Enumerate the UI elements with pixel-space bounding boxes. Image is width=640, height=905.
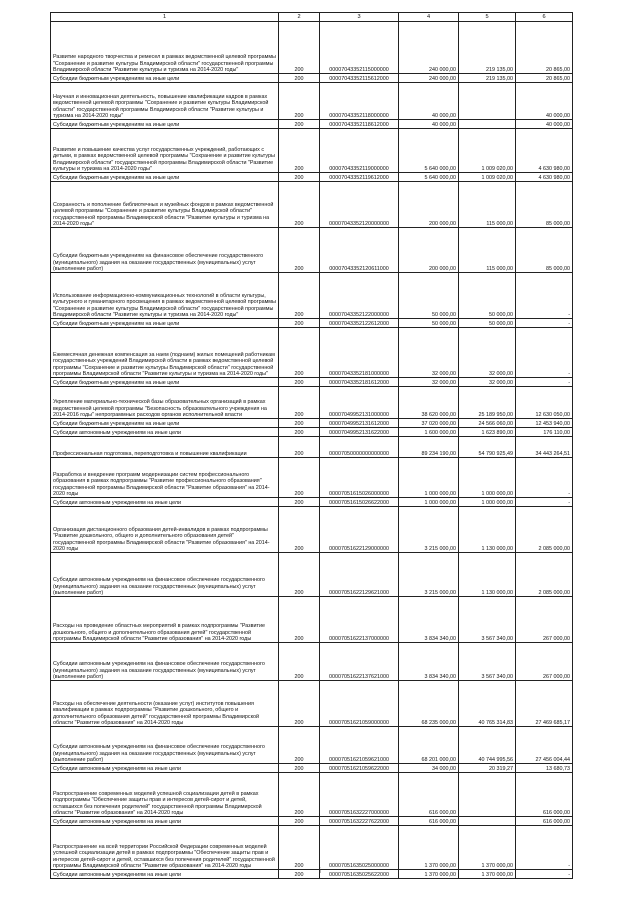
row-line-code: 200 xyxy=(279,727,320,764)
row-description: Сохранность и пополнение библиотечных и музейных фондов в рамках ведомственной целевой программы "Сохранение и развитие культуры Владимирской области" государственной программы Владимирской области "Развитие культуры и туризма на 2014-2020 годы" xyxy=(51,182,279,228)
row-approved-amount: 5 640 000,00 xyxy=(399,173,459,182)
row-executed-amount xyxy=(459,773,516,817)
row-description: Субсидии бюджетным учреждениям на иные цели xyxy=(51,120,279,129)
table-row xyxy=(51,643,573,681)
row-approved-amount: 3 834 340,00 xyxy=(399,643,459,681)
row-executed-amount xyxy=(459,120,516,129)
row-approved-amount: 50 000,00 xyxy=(399,273,459,319)
row-executed-amount: 219 135,00 xyxy=(459,74,516,83)
row-line-code: 200 xyxy=(279,681,320,727)
row-budget-code: 00007051622137621000 xyxy=(320,643,399,681)
row-description: Субсидии автономным учреждениям на финансовое обеспечение государственного (муниципального) задания на оказание государственных (муниципальных) услуг (выполнение работ) xyxy=(51,727,279,764)
row-description: Субсидии бюджетным учреждениям на иные цели xyxy=(51,419,279,428)
row-approved-amount: 240 000,00 xyxy=(399,74,459,83)
budget-execution-table xyxy=(50,12,573,879)
row-executed-amount: 40 744 995,56 xyxy=(459,727,516,764)
table-row xyxy=(51,74,573,83)
row-executed-amount: 50 000,00 xyxy=(459,273,516,319)
row-budget-code: 00007043352118612000 xyxy=(320,120,399,129)
row-description: Субсидии бюджетным учреждениям на иные цели xyxy=(51,319,279,328)
budget-table-sheet xyxy=(50,12,572,879)
page-footer-mark: i xyxy=(319,868,321,875)
table-row xyxy=(51,83,573,120)
row-line-code: 200 xyxy=(279,437,320,458)
row-approved-amount: 40 000,00 xyxy=(399,83,459,120)
row-budget-code: 00007043352181000000 xyxy=(320,328,399,378)
row-approved-amount: 68 235 000,00 xyxy=(399,681,459,727)
row-line-code: 200 xyxy=(279,319,320,328)
row-description: Распространение современных моделей успешной социализации детей в рамках подпрограммы "Обеспечение защиты прав и интересов детей-сирот и детей, оставшихся без попечения родителей" государственной программы Владимирской области "Развитие образования" на 2014-2020 годы xyxy=(51,773,279,817)
row-description: Субсидии бюджетным учреждениям на финансовое обеспечение государственного (муниципального) задания на оказание государственных (муниципальных) услуг (выполнение работ) xyxy=(51,228,279,273)
table-row xyxy=(51,22,573,74)
row-description: Субсидии бюджетным учреждениям на иные цели xyxy=(51,378,279,387)
row-description: Расходы на проведение областных мероприятий в рамках подпрограммы "Развитие дошкольного, общего и дополнительного образования детей" государственной программы Владимирской области "Развитие образования" на 2014-2020 годы xyxy=(51,597,279,643)
row-remaining-amount: 20 865,00 xyxy=(516,74,573,83)
row-executed-amount: 1 009 020,00 xyxy=(459,173,516,182)
table-row xyxy=(51,319,573,328)
row-budget-code: 00007043352119000000 xyxy=(320,129,399,173)
table-row xyxy=(51,507,573,553)
row-budget-code: 00007043352118000000 xyxy=(320,83,399,120)
row-description: Развитие народного творчества и ремесел в рамках ведомственной целевой программы "Сохранение и развитие культуры Владимирской области" государственной программы Владимирской области "Развитие культуры и туризма на 2014-2020 годы" xyxy=(51,22,279,74)
row-description: Профессиональная подготовка, переподготовка и повышение квалификации xyxy=(51,437,279,458)
row-executed-amount: 115 000,00 xyxy=(459,182,516,228)
row-executed-amount: 54 790 925,49 xyxy=(459,437,516,458)
row-remaining-amount: 616 000,00 xyxy=(516,773,573,817)
row-line-code: 200 xyxy=(279,498,320,507)
row-line-code: 200 xyxy=(279,173,320,182)
table-row xyxy=(51,182,573,228)
row-line-code: 200 xyxy=(279,328,320,378)
row-budget-code: 00007050000000000000 xyxy=(320,437,399,458)
row-executed-amount xyxy=(459,83,516,120)
table-row xyxy=(51,681,573,727)
table-row xyxy=(51,173,573,182)
row-remaining-amount: 34 443 264,51 xyxy=(516,437,573,458)
row-executed-amount: 50 000,00 xyxy=(459,319,516,328)
column-number-6: 6 xyxy=(516,13,573,22)
row-approved-amount: 1 370 000,00 xyxy=(399,826,459,870)
row-remaining-amount: - xyxy=(516,328,573,378)
row-approved-amount: 3 215 000,00 xyxy=(399,553,459,597)
row-budget-code: 00007051622129000000 xyxy=(320,507,399,553)
row-approved-amount: 200 000,00 xyxy=(399,182,459,228)
row-line-code: 200 xyxy=(279,870,320,879)
column-number-3: 3 xyxy=(320,13,399,22)
row-remaining-amount: 2 085 000,00 xyxy=(516,553,573,597)
row-executed-amount: 1 623 890,00 xyxy=(459,428,516,437)
row-remaining-amount: 27 469 685,17 xyxy=(516,681,573,727)
row-budget-code: 00007051635025622000 xyxy=(320,870,399,879)
row-budget-code: 00007049952131612000 xyxy=(320,419,399,428)
row-executed-amount: 1 130 000,00 xyxy=(459,553,516,597)
row-line-code: 200 xyxy=(279,273,320,319)
row-approved-amount: 3 834 340,00 xyxy=(399,597,459,643)
row-executed-amount: 1 000 000,00 xyxy=(459,498,516,507)
row-budget-code: 00007051615026622000 xyxy=(320,498,399,507)
row-description: Укрепление материально-технической базы образовательных организаций в рамках ведомственной целевой программы "Безопасность образовательного учреждения на 2014-2016 годы" непрограммных расходов органов исполнительной власти xyxy=(51,387,279,419)
row-line-code: 200 xyxy=(279,597,320,643)
row-budget-code: 00007043352115612000 xyxy=(320,74,399,83)
table-row xyxy=(51,228,573,273)
row-executed-amount: 1 130 000,00 xyxy=(459,507,516,553)
row-description: Расходы на обеспечение деятельности (оказание услуг) институтов повышения квалификации в рамках подпрограммы "Развитие дошкольного, общего и дополнительного образования детей" государственной программы Владимирской области "Развитие образования" на 2014-2020 годы xyxy=(51,681,279,727)
table-row xyxy=(51,378,573,387)
row-remaining-amount: 27 456 004,44 xyxy=(516,727,573,764)
table-row xyxy=(51,764,573,773)
row-line-code: 200 xyxy=(279,129,320,173)
row-remaining-amount: 13 680,73 xyxy=(516,764,573,773)
row-line-code: 200 xyxy=(279,764,320,773)
column-number-5: 5 xyxy=(459,13,516,22)
row-executed-amount: 3 567 340,00 xyxy=(459,643,516,681)
row-budget-code: 00007043352181612000 xyxy=(320,378,399,387)
row-remaining-amount: 2 085 000,00 xyxy=(516,507,573,553)
row-description: Ежемесячная денежная компенсация за наем (поднаем) жилых помещений работникам государственных учреждений Владимирской области в рамках ведомственной целевой программы "Сохранение и развитие культуры Владимирской области" государственной программы Владимирской области "Развитие культуры и туризма на 2014-2020 годы" xyxy=(51,328,279,378)
row-approved-amount: 5 640 000,00 xyxy=(399,129,459,173)
row-line-code: 200 xyxy=(279,83,320,120)
row-executed-amount xyxy=(459,817,516,826)
row-line-code: 200 xyxy=(279,120,320,129)
row-description: Субсидии автономным учреждениям на иные цели xyxy=(51,428,279,437)
row-budget-code: 00007043352120611000 xyxy=(320,228,399,273)
row-approved-amount: 3 215 000,00 xyxy=(399,507,459,553)
row-approved-amount: 34 000,00 xyxy=(399,764,459,773)
row-remaining-amount: 4 630 980,00 xyxy=(516,173,573,182)
row-remaining-amount: 40 000,00 xyxy=(516,83,573,120)
row-line-code: 200 xyxy=(279,553,320,597)
row-budget-code: 00007043352122000000 xyxy=(320,273,399,319)
row-executed-amount: 20 319,27 xyxy=(459,764,516,773)
row-description: Субсидии автономным учреждениям на иные цели xyxy=(51,498,279,507)
row-description: Субсидии бюджетным учреждениям на иные цели xyxy=(51,173,279,182)
table-body xyxy=(51,22,573,879)
row-approved-amount: 37 020 000,00 xyxy=(399,419,459,428)
row-description: Распространение на всей территории Российской Федерации современных моделей успешной социализации детей в рамках подпрограммы "Обеспечение защиты прав и интересов детей-сирот и детей, оставшихся без попечения родителей" государственной программы Владимирской области "Развитие образования" на 2014-2020 годы xyxy=(51,826,279,870)
row-executed-amount: 1 000 000,00 xyxy=(459,458,516,498)
row-budget-code: 00007051622129621000 xyxy=(320,553,399,597)
row-approved-amount: 200 000,00 xyxy=(399,228,459,273)
row-line-code: 200 xyxy=(279,428,320,437)
row-approved-amount: 40 000,00 xyxy=(399,120,459,129)
row-line-code: 200 xyxy=(279,22,320,74)
row-remaining-amount: 267 000,00 xyxy=(516,643,573,681)
row-description: Организация дистанционного образования детей-инвалидов в рамках подпрограммы "Развитие дошкольного, общего и дополнительного образования детей" государственной программы Владимирской области "Развитие образования" на 2014-2020 годы xyxy=(51,507,279,553)
row-line-code: 200 xyxy=(279,643,320,681)
row-line-code: 200 xyxy=(279,419,320,428)
row-remaining-amount: 616 000,00 xyxy=(516,817,573,826)
row-executed-amount: 219 135,00 xyxy=(459,22,516,74)
row-remaining-amount: 12 453 940,00 xyxy=(516,419,573,428)
row-remaining-amount: 267 000,00 xyxy=(516,597,573,643)
row-remaining-amount: - xyxy=(516,870,573,879)
table-row xyxy=(51,428,573,437)
row-executed-amount: 40 765 314,83 xyxy=(459,681,516,727)
table-row xyxy=(51,387,573,419)
row-remaining-amount: 85 000,00 xyxy=(516,228,573,273)
column-number-2: 2 xyxy=(279,13,320,22)
row-approved-amount: 32 000,00 xyxy=(399,378,459,387)
table-row xyxy=(51,597,573,643)
row-line-code: 200 xyxy=(279,387,320,419)
row-description: Субсидии автономным учреждениям на финансовое обеспечение государственного (муниципального) задания на оказание государственных (муниципальных) услуг (выполнение работ) xyxy=(51,643,279,681)
row-approved-amount: 32 000,00 xyxy=(399,328,459,378)
table-row xyxy=(51,419,573,428)
table-row xyxy=(51,773,573,817)
row-approved-amount: 1 600 000,00 xyxy=(399,428,459,437)
row-executed-amount: 1 370 000,00 xyxy=(459,870,516,879)
row-remaining-amount: - xyxy=(516,378,573,387)
row-approved-amount: 1 000 000,00 xyxy=(399,498,459,507)
row-approved-amount: 50 000,00 xyxy=(399,319,459,328)
row-approved-amount: 1 000 000,00 xyxy=(399,458,459,498)
row-remaining-amount: - xyxy=(516,826,573,870)
row-executed-amount: 115 000,00 xyxy=(459,228,516,273)
row-remaining-amount: - xyxy=(516,273,573,319)
row-executed-amount: 3 567 340,00 xyxy=(459,597,516,643)
row-remaining-amount: - xyxy=(516,498,573,507)
row-description: Использование информационно-коммуникационных технологий в области культуры, культурного и гуманитарного просвещения в рамках ведомственной целевой программы "Сохранение и развитие культуры Владимирской области" государственной программы Владимирской области "Развитие культуры и туризма на 2014-2020 годы" xyxy=(51,273,279,319)
row-line-code: 200 xyxy=(279,74,320,83)
row-line-code: 200 xyxy=(279,458,320,498)
row-approved-amount: 68 201 000,00 xyxy=(399,727,459,764)
row-description: Разработка и внедрение программ модернизации систем профессионального образования в рамках подпрограммы "Развитие профессионального образования" государственной программы Владимирской области "Развитие образования" на 2014-2020 годы xyxy=(51,458,279,498)
row-budget-code: 00007043352115000000 xyxy=(320,22,399,74)
column-number-1: 1 xyxy=(51,13,279,22)
row-description: Субсидии автономным учреждениям на финансовое обеспечение государственного (муниципального) задания на оказание государственных (муниципальных) услуг (выполнение работ) xyxy=(51,553,279,597)
row-approved-amount: 240 000,00 xyxy=(399,22,459,74)
column-number-row xyxy=(51,13,573,22)
row-line-code: 200 xyxy=(279,773,320,817)
row-remaining-amount: - xyxy=(516,319,573,328)
table-row xyxy=(51,817,573,826)
table-row xyxy=(51,129,573,173)
row-approved-amount: 38 620 000,00 xyxy=(399,387,459,419)
column-number-4: 4 xyxy=(399,13,459,22)
table-row xyxy=(51,458,573,498)
row-remaining-amount: 176 110,00 xyxy=(516,428,573,437)
row-approved-amount: 616 000,00 xyxy=(399,817,459,826)
row-line-code: 200 xyxy=(279,826,320,870)
row-budget-code: 00007043352120000000 xyxy=(320,182,399,228)
row-approved-amount: 616 000,00 xyxy=(399,773,459,817)
table-row xyxy=(51,328,573,378)
row-budget-code: 00007051621059622000 xyxy=(320,764,399,773)
table-row xyxy=(51,553,573,597)
row-budget-code: 00007051621059621000 xyxy=(320,727,399,764)
row-description: Развитие и повышение качества услуг государственных учреждений, работающих с детьми, в рамках ведомственной целевой программы "Сохранение и развитие культуры Владимирской области" государственной программы Владимирской области "Развитие культуры и туризма на 2014-2020 годы" xyxy=(51,129,279,173)
row-description: Субсидии автономным учреждениям на иные цели xyxy=(51,870,279,879)
row-remaining-amount: 12 630 050,00 xyxy=(516,387,573,419)
row-remaining-amount: 4 630 980,00 xyxy=(516,129,573,173)
row-approved-amount: 1 370 000,00 xyxy=(399,870,459,879)
row-remaining-amount: 20 865,00 xyxy=(516,22,573,74)
row-budget-code: 00007051621059000000 xyxy=(320,681,399,727)
row-executed-amount: 32 000,00 xyxy=(459,378,516,387)
row-description: Научная и инновационная деятельность, повышение квалификации кадров в рамках ведомственной целевой программы "Сохранение и развитие культуры Владимирской области" государственной программы Владимирской области "Развитие культуры и туризма на 2014-2020 годы" xyxy=(51,83,279,120)
row-description: Субсидии автономным учреждениям на иные цели xyxy=(51,764,279,773)
row-budget-code: 00007051615026000000 xyxy=(320,458,399,498)
row-line-code: 200 xyxy=(279,817,320,826)
table-row xyxy=(51,273,573,319)
row-line-code: 200 xyxy=(279,228,320,273)
row-line-code: 200 xyxy=(279,182,320,228)
row-budget-code: 00007049952131622000 xyxy=(320,428,399,437)
row-executed-amount: 25 189 950,00 xyxy=(459,387,516,419)
row-remaining-amount: 40 000,00 xyxy=(516,120,573,129)
table-row xyxy=(51,826,573,870)
row-budget-code: 00007043352119612000 xyxy=(320,173,399,182)
row-description: Субсидии автономным учреждениям на иные цели xyxy=(51,817,279,826)
row-budget-code: 00007049952131000000 xyxy=(320,387,399,419)
row-budget-code: 00007051632227000000 xyxy=(320,773,399,817)
row-budget-code: 00007051635025000000 xyxy=(320,826,399,870)
row-approved-amount: 89 234 190,00 xyxy=(399,437,459,458)
row-line-code: 200 xyxy=(279,378,320,387)
row-executed-amount: 1 370 000,00 xyxy=(459,826,516,870)
table-row xyxy=(51,727,573,764)
row-budget-code: 00007043352122612000 xyxy=(320,319,399,328)
row-budget-code: 00007051632227622000 xyxy=(320,817,399,826)
row-remaining-amount: - xyxy=(516,458,573,498)
row-executed-amount: 24 566 060,00 xyxy=(459,419,516,428)
row-line-code: 200 xyxy=(279,507,320,553)
row-remaining-amount: 85 000,00 xyxy=(516,182,573,228)
row-budget-code: 00007051622137000000 xyxy=(320,597,399,643)
table-row xyxy=(51,120,573,129)
table-row xyxy=(51,498,573,507)
row-executed-amount: 32 000,00 xyxy=(459,328,516,378)
table-row xyxy=(51,437,573,458)
row-description: Субсидии бюджетным учреждениям на иные цели xyxy=(51,74,279,83)
row-executed-amount: 1 009 020,00 xyxy=(459,129,516,173)
